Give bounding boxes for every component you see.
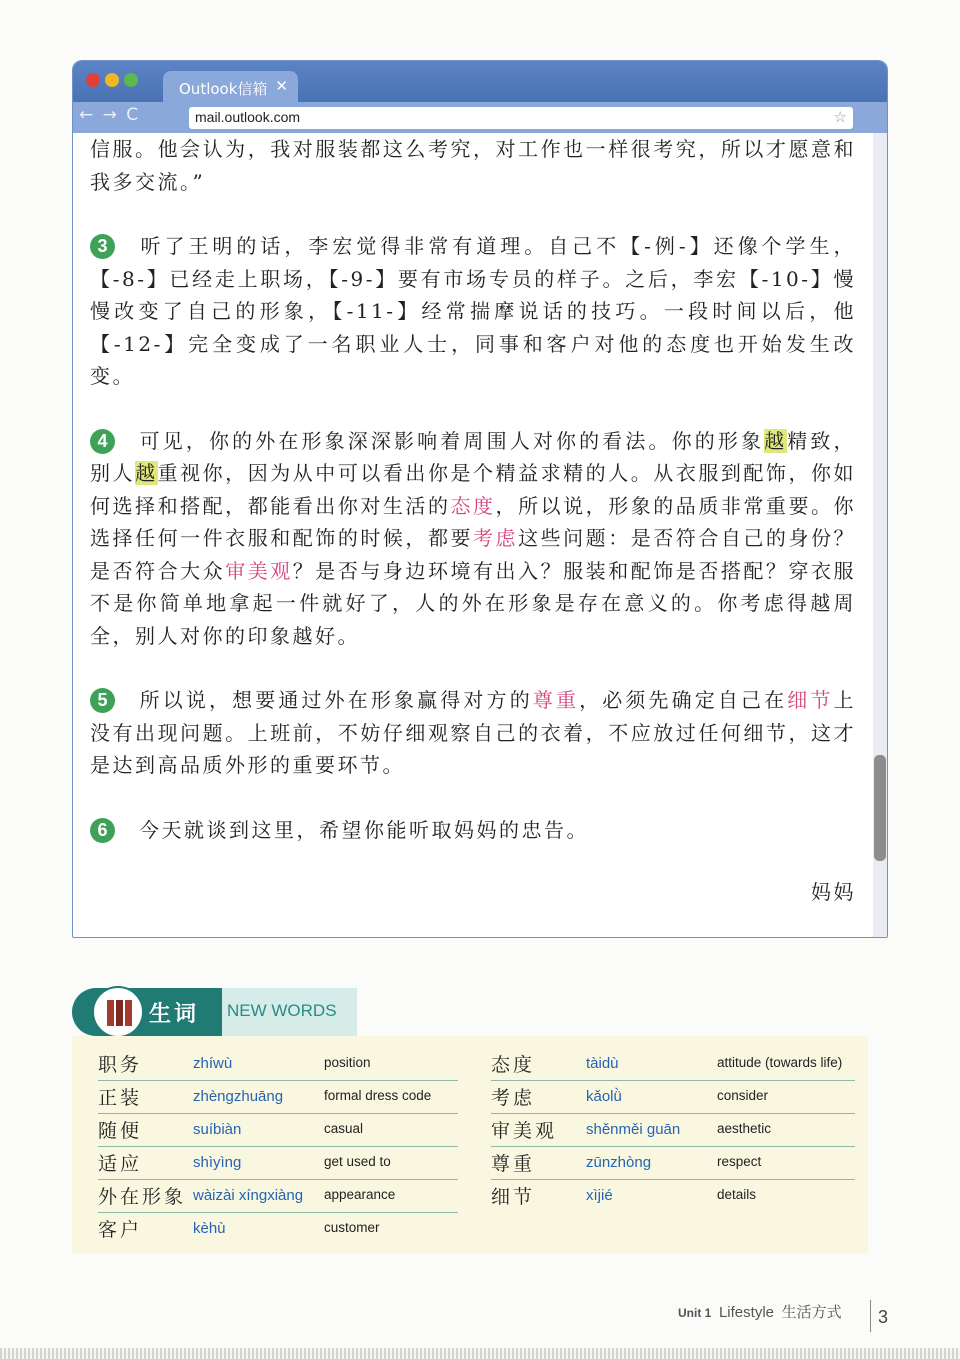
vocab-row <box>98 1213 458 1245</box>
page-number: 3 <box>878 1307 889 1327</box>
tab-close-icon[interactable]: ✕ <box>275 77 288 95</box>
vocab-english: respect <box>717 1154 762 1169</box>
vocab-chinese: 客户 <box>98 1219 143 1241</box>
vocab-pinyin: shìyìng <box>193 1154 242 1171</box>
vocab-pinyin: zhíwù <box>193 1055 233 1072</box>
vocab-chinese: 随便 <box>98 1120 143 1142</box>
vocab-pinyin: kǎolǜ <box>586 1088 622 1105</box>
vocab-pinyin: shěnměi guān <box>586 1121 681 1138</box>
url-input[interactable] <box>189 107 853 129</box>
text-segment: ，所以说，形象的品质非常重要。你选择任何一件衣服和配饰的时候，都要 <box>90 493 857 550</box>
vocab-english: appearance <box>324 1187 396 1202</box>
paragraph-number-badge: 3 <box>90 234 115 259</box>
vocab-keyword: 尊重 <box>532 688 580 712</box>
unit-label <box>678 1301 842 1322</box>
vocab-chinese: 审美观 <box>491 1120 558 1142</box>
vocab-chinese: 考虑 <box>491 1087 536 1109</box>
vocab-row <box>98 1114 458 1147</box>
text-segment: 这些问题：是否符合自己的身份？是否符合大众 <box>90 526 857 583</box>
vocab-pinyin: xìjié <box>586 1187 613 1204</box>
text-segment: 精致，别人 <box>90 428 857 485</box>
paragraph-text: 今天就谈到这里，希望你能听取妈妈的忠告。 <box>139 817 589 842</box>
scrollbar-thumb[interactable] <box>874 755 886 861</box>
vocab-list <box>72 1036 868 1254</box>
minimize-window-button[interactable] <box>105 73 119 87</box>
scrollbar-track[interactable] <box>873 133 887 937</box>
book-spine <box>125 1000 132 1026</box>
close-window-button[interactable] <box>86 73 100 87</box>
vocab-chinese: 适应 <box>98 1153 143 1175</box>
url-text: mail.outlook.com <box>195 109 301 125</box>
book-spine <box>107 1000 114 1026</box>
vocab-keyword: 细节 <box>787 688 834 712</box>
vocab-pinyin: zūnzhòng <box>586 1154 652 1171</box>
vocab-chinese: 态度 <box>491 1054 536 1076</box>
paragraph-intro: 信服。他会认为，我对服装都这么考究，对工作也一样很考究，所以才愿意和我多交流。” <box>90 137 856 194</box>
vocab-chinese: 职务 <box>98 1054 143 1076</box>
unit-title-en: Lifestyle <box>718 1304 774 1321</box>
vocab-chinese: 尊重 <box>491 1153 536 1175</box>
paragraph-text: 听了王明的话，李宏觉得非常有道理。自己不【-例-】还像个学生，【-8-】已经走上职场，【-9-】要有市场专员的样子。之后，李宏【-10-】慢慢改变了自己的形象，【-11-】经常揣摩说话的技巧。一段时间以后，他【-12-】完全变成了一名职业人士，同事和客户对他的态度也开始发生改变。 <box>90 234 856 388</box>
text-segment: ？是否与身边环境有出入？服装和配饰是否搭配？穿衣服不是你简单地拿起一件就好了，人的外在形象是存在意义的。你考虑得越周全，别人对你的印象越好。 <box>90 558 857 648</box>
tab-title: Outlook信箱 <box>179 80 268 98</box>
vocab-row <box>98 1147 458 1180</box>
browser-tab[interactable] <box>163 71 298 103</box>
paragraph-3 <box>90 230 856 393</box>
star-icon[interactable]: ☆ <box>833 109 847 126</box>
paragraph-number-badge: 4 <box>90 429 115 454</box>
vocab-chinese: 外在形象 <box>98 1186 187 1208</box>
vocab-keyword: 考虑 <box>473 526 519 550</box>
paragraph-number-badge: 6 <box>90 818 115 843</box>
unit-title-cn: 生活方式 <box>781 1303 842 1321</box>
vocab-pinyin: zhèngzhuāng <box>193 1088 284 1105</box>
text-segment: 所以说，想要通过外在形象赢得对方的 <box>139 688 533 712</box>
vocab-english: details <box>717 1187 757 1202</box>
vocab-pinyin: wàizài xíngxiàng <box>193 1187 304 1204</box>
email-browser-window <box>72 60 888 938</box>
text-segment: 重视你，因为从中可以看出你是个精益求精的人。从衣服到配饰，你如何选择和搭配，都能看出你对生活的 <box>90 461 857 518</box>
vocab-pinyin: kèhù <box>193 1220 226 1237</box>
vocab-column-right <box>491 1048 855 1212</box>
vocab-row <box>491 1048 855 1081</box>
vocab-chinese: 细节 <box>491 1186 536 1208</box>
vocab-english: formal dress code <box>324 1088 432 1103</box>
vocab-english: casual <box>324 1121 364 1136</box>
text-segment: 可见，你的外在形象深深影响着周围人对你的看法。你的形象 <box>139 428 765 453</box>
signature: 妈妈 <box>811 880 856 904</box>
vocab-row <box>98 1180 458 1213</box>
email-body <box>90 133 856 909</box>
paragraph-6 <box>90 814 856 847</box>
highlighted-word: 越 <box>135 461 158 485</box>
vocab-english: consider <box>717 1088 769 1103</box>
maximize-window-button[interactable] <box>124 73 138 87</box>
vocab-column-left <box>98 1048 458 1245</box>
vocab-row <box>491 1081 855 1114</box>
vocab-english: attitude (towards life) <box>717 1055 843 1070</box>
new-words-title-en: NEW WORDS <box>227 1001 337 1020</box>
vocab-english: get used to <box>324 1154 391 1169</box>
new-words-title-cn: 生词 <box>149 1002 200 1027</box>
books-icon <box>92 986 144 1038</box>
window-controls <box>86 73 138 87</box>
nav-buttons[interactable]: ← → C <box>79 105 141 125</box>
unit-number: Unit 1 <box>678 1306 712 1320</box>
paragraph-4 <box>90 425 856 653</box>
vocab-english: customer <box>324 1220 380 1235</box>
vocab-chinese: 正装 <box>98 1087 143 1109</box>
vocab-english: position <box>324 1055 371 1070</box>
vocab-keyword: 审美观 <box>225 558 293 583</box>
vocab-row <box>98 1081 458 1114</box>
paragraph-number-badge: 5 <box>90 688 115 713</box>
vocab-keyword: 态度 <box>450 493 496 518</box>
vocab-pinyin: suíbiàn <box>193 1121 242 1138</box>
vocab-row <box>491 1114 855 1147</box>
footer-divider <box>870 1300 871 1332</box>
paragraph-5 <box>90 684 856 782</box>
text-segment: 上没有出现问题。上班前，不妨仔细观察自己的衣着，不应放过任何细节，这才是达到高品质外形的重要环节。 <box>90 688 857 777</box>
text-segment: ，必须先确定自己在 <box>579 688 788 712</box>
scan-edge <box>0 1348 960 1359</box>
vocab-row <box>491 1180 855 1212</box>
vocab-english: aesthetic <box>717 1121 772 1136</box>
vocab-row <box>491 1147 855 1180</box>
book-spine <box>116 1000 123 1026</box>
vocab-pinyin: tàidù <box>586 1055 619 1072</box>
vocab-row <box>98 1048 458 1081</box>
highlighted-word: 越 <box>764 428 788 453</box>
